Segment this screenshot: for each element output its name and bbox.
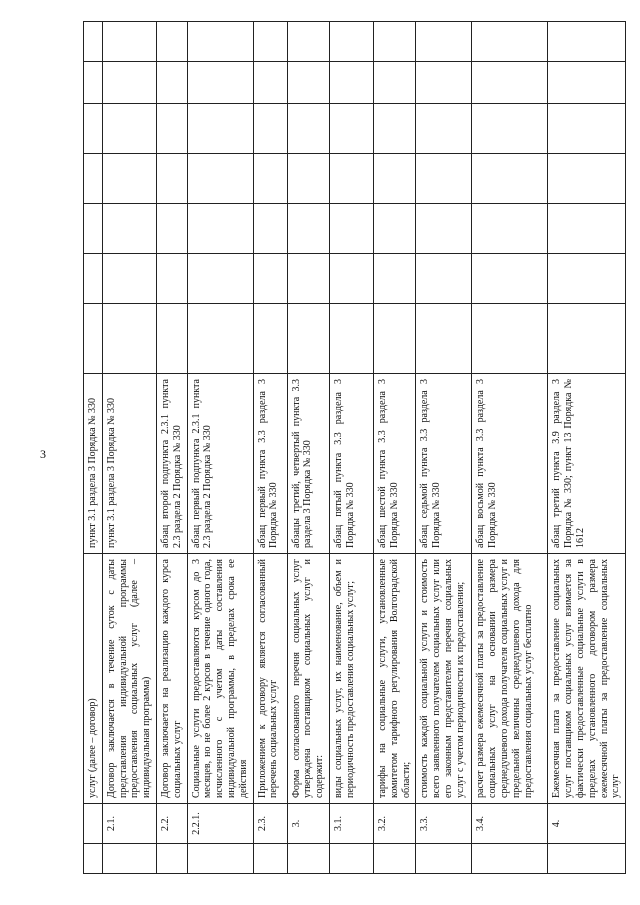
reference-cell: абзац седьмой пункта 3.3 раздела 3 Порядка № 330 xyxy=(416,374,472,554)
empty-cell xyxy=(253,104,287,154)
table-row xyxy=(416,22,472,874)
empty-cell xyxy=(287,844,329,874)
reference-cell: абзац первый пункта 3.3 раздела 3 Порядка № 330 xyxy=(253,374,287,554)
empty-cell xyxy=(84,844,103,874)
table-body xyxy=(84,22,626,874)
empty-cell xyxy=(84,62,103,104)
empty-cell xyxy=(329,254,373,304)
empty-cell xyxy=(373,254,415,304)
empty-cell xyxy=(187,104,253,154)
item-number-cell: 3.2. xyxy=(373,804,415,844)
empty-cell xyxy=(253,154,287,204)
empty-cell xyxy=(472,844,548,874)
table-row xyxy=(472,22,548,874)
empty-cell xyxy=(84,254,103,304)
empty-cell xyxy=(472,254,548,304)
empty-cell xyxy=(287,22,329,62)
requirement-text-cell: тарифы на социальные услуги, установленные комитетом тарифного регулирования Волгоградской области; xyxy=(373,554,415,804)
empty-cell xyxy=(548,254,626,304)
reference-cell: пункт 3.1 раздела 3 Порядка № 330 xyxy=(84,374,103,554)
empty-cell xyxy=(102,154,156,204)
empty-cell xyxy=(373,844,415,874)
empty-cell xyxy=(373,204,415,254)
item-number-cell: 2.1. xyxy=(102,804,156,844)
empty-cell xyxy=(187,254,253,304)
empty-cell xyxy=(416,104,472,154)
requirement-text-cell: услуг (далее – договор) xyxy=(84,554,103,804)
empty-cell xyxy=(253,304,287,374)
empty-cell xyxy=(187,304,253,374)
empty-cell xyxy=(329,22,373,62)
empty-cell xyxy=(287,154,329,204)
reference-cell: абзац восьмой пункта 3.3 раздела 3 Порядка № 330 xyxy=(472,374,548,554)
item-number-cell: 3.4. xyxy=(472,804,548,844)
requirement-text-cell: Ежемесячная плата за предоставление социальных услуг поставщиком социальных услуг взимается за фактически предоставленные социальные услуги в пределах установленного договором размера ежемесячной платы за предоставление социальных услуг xyxy=(548,554,626,804)
empty-cell xyxy=(102,304,156,374)
empty-cell xyxy=(373,304,415,374)
empty-cell xyxy=(84,22,103,62)
empty-cell xyxy=(373,104,415,154)
empty-cell xyxy=(416,22,472,62)
empty-cell xyxy=(287,304,329,374)
item-number-cell: 2.2.1. xyxy=(187,804,253,844)
requirement-text-cell: Договор заключается в течение суток с даты представления индивидуальной программы предоставления социальных услуг (далее – индивидуальная программа) xyxy=(102,554,156,804)
empty-cell xyxy=(329,104,373,154)
empty-cell xyxy=(416,154,472,204)
empty-cell xyxy=(156,154,187,204)
empty-cell xyxy=(472,304,548,374)
empty-cell xyxy=(253,204,287,254)
empty-cell xyxy=(373,62,415,104)
empty-cell xyxy=(548,844,626,874)
item-number-cell: 4. xyxy=(548,804,626,844)
table-row xyxy=(329,22,373,874)
reference-cell: абзац третий пункта 3.9 раздела 3 Порядка № 330; пункт 13 Порядка № 1612 xyxy=(548,374,626,554)
empty-cell xyxy=(187,62,253,104)
reference-cell: пункт 3.1 раздела 3 Порядка № 330 xyxy=(102,374,156,554)
empty-cell xyxy=(253,844,287,874)
empty-cell xyxy=(187,22,253,62)
item-number-cell: 3. xyxy=(287,804,329,844)
empty-cell xyxy=(416,254,472,304)
table-row xyxy=(156,22,187,874)
empty-cell xyxy=(156,204,187,254)
empty-cell xyxy=(329,154,373,204)
empty-cell xyxy=(472,62,548,104)
table-row xyxy=(84,22,103,874)
empty-cell xyxy=(156,254,187,304)
reference-cell: абзац пятый пункта 3.3 раздела 3 Порядка № 330 xyxy=(329,374,373,554)
empty-cell xyxy=(548,304,626,374)
requirement-text-cell: виды социальных услуг, их наименование, объем и периодичность предоставления социальных услуг; xyxy=(329,554,373,804)
empty-cell xyxy=(287,204,329,254)
empty-cell xyxy=(156,844,187,874)
empty-cell xyxy=(329,204,373,254)
requirement-text-cell: расчет размера ежемесячной платы за предоставление социальных услуг на основании размера среднедушевого дохода получателя социальных услуг и предельной величины среднедушевого дохода для предоставления социальных услуг бесплатно xyxy=(472,554,548,804)
empty-cell xyxy=(187,204,253,254)
empty-cell xyxy=(156,22,187,62)
empty-cell xyxy=(84,154,103,204)
empty-cell xyxy=(102,62,156,104)
empty-cell xyxy=(548,154,626,204)
empty-cell xyxy=(187,844,253,874)
empty-cell xyxy=(102,204,156,254)
table-row xyxy=(373,22,415,874)
requirement-text-cell: Социальные услуги предоставляются курсом до 3 месяцев, но не более 2 курсов в течение одного года, исчисленного с учетом даты составления индивидуальной программы, в пределах срока ее действия xyxy=(187,554,253,804)
requirements-table xyxy=(83,21,626,874)
empty-cell xyxy=(84,104,103,154)
empty-cell xyxy=(102,254,156,304)
empty-cell xyxy=(548,62,626,104)
empty-cell xyxy=(156,104,187,154)
empty-cell xyxy=(187,154,253,204)
empty-cell xyxy=(329,844,373,874)
empty-cell xyxy=(472,104,548,154)
requirement-text-cell: Договор заключается на реализацию каждого курса социальных услуг xyxy=(156,554,187,804)
requirement-text-cell: Приложением к договору является согласованный перечень социальных услуг xyxy=(253,554,287,804)
empty-cell xyxy=(472,22,548,62)
item-number-cell: 3.3. xyxy=(416,804,472,844)
empty-cell xyxy=(416,304,472,374)
empty-cell xyxy=(373,154,415,204)
empty-cell xyxy=(84,204,103,254)
reference-cell: абзацы третий, четвертый пункта 3.3 раздела 3 Порядка № 330 xyxy=(287,374,329,554)
requirement-text-cell: Форма согласованного перечня социальных услуг утверждена поставщиком социальных услуг и содержит: xyxy=(287,554,329,804)
item-number-cell: 3.1. xyxy=(329,804,373,844)
item-number-cell xyxy=(84,804,103,844)
empty-cell xyxy=(287,62,329,104)
item-number-cell: 2.3. xyxy=(253,804,287,844)
empty-cell xyxy=(253,254,287,304)
empty-cell xyxy=(102,104,156,154)
empty-cell xyxy=(156,304,187,374)
item-number-cell: 2.2. xyxy=(156,804,187,844)
empty-cell xyxy=(84,304,103,374)
empty-cell xyxy=(156,62,187,104)
table-row xyxy=(253,22,287,874)
page-number: 3 xyxy=(40,447,46,461)
empty-cell xyxy=(287,254,329,304)
reference-cell: абзац шестой пункта 3.3 раздела 3 Порядка № 330 xyxy=(373,374,415,554)
empty-cell xyxy=(102,22,156,62)
empty-cell xyxy=(548,104,626,154)
empty-cell xyxy=(253,22,287,62)
reference-cell: абзац второй подпункта 2.3.1 пункта 2.3 раздела 2 Порядка № 330 xyxy=(156,374,187,554)
empty-cell xyxy=(416,204,472,254)
empty-cell xyxy=(548,22,626,62)
empty-cell xyxy=(416,844,472,874)
table-row xyxy=(102,22,156,874)
empty-cell xyxy=(253,62,287,104)
empty-cell xyxy=(329,62,373,104)
empty-cell xyxy=(102,844,156,874)
empty-cell xyxy=(472,204,548,254)
empty-cell xyxy=(373,22,415,62)
reference-cell: абзац первый подпункта 2.3.1 пункта 2.3 раздела 2 Порядка № 330 xyxy=(187,374,253,554)
requirement-text-cell: стоимость каждой социальной услуги и стоимость всего заявленного получателем социальных услуг или его законным представителем перечня социальных услуг с учетом периодичности их предоставления; xyxy=(416,554,472,804)
empty-cell xyxy=(472,154,548,204)
empty-cell xyxy=(416,62,472,104)
empty-cell xyxy=(548,204,626,254)
empty-cell xyxy=(287,104,329,154)
rotated-table-sheet xyxy=(83,22,625,874)
table-row xyxy=(187,22,253,874)
table-row xyxy=(548,22,626,874)
empty-cell xyxy=(329,304,373,374)
table-row xyxy=(287,22,329,874)
